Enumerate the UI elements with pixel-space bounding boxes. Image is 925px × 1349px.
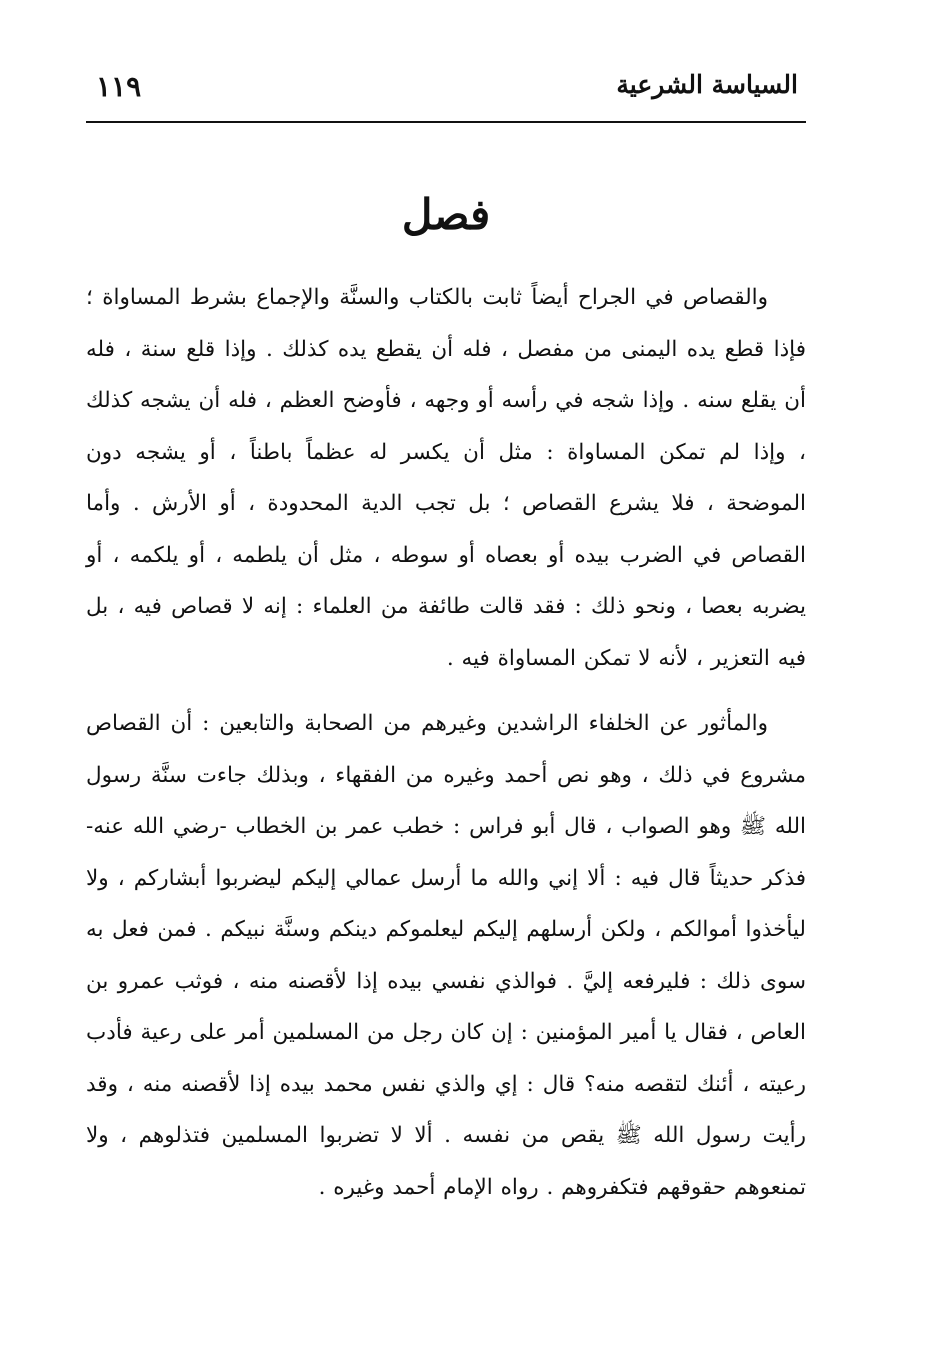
paragraph-athar-caliphs: والمأثور عن الخلفاء الراشدين وغيرهم من الصحابة والتابعين : أن القصاص مشروع في ذلك ، وهو نص أحمد وغيره من الفقهاء ، وبذلك جاءت سنَّة رسول الله ﷺ وهو الصواب ، قال أبو فراس : خطب عمر بن الخطاب -رضي الله عنه- فذكر حديثاً قال فيه : ألا إني والله ما أرسل عمالي إليكم ليضربوا أبشاركم ، ولا ليأخذوا أموالكم ، ولكن أرسلهم إليكم ليعلموكم دينكم وسنَّة نبيكم . فمن فعل به سوى ذلك : فليرفعه إليَّ . فوالذي نفسي بيده إذا لأقصنه منه ، فوثب عمرو بن العاص ، فقال يا أمير المؤمنين : إن كان رجل من المسلمين أمر على رعية فأدب رعيته ، أئنك لتقصه منه؟ قال : إي والذي نفس محمد بيده إذا لأقصنه منه ، وقد رأيت رسول الله ﷺ يقص من نفسه . ألا لا تضربوا المسلمين فتذلوهم ، ولا تمنعوهم حقوقهم فتكفروهم . رواه الإمام أحمد وغيره . [86,711,806,1200]
paragraph-qisas-wounds: والقصاص في الجراح أيضاً ثابت بالكتاب والسنَّة والإجماع بشرط المساواة ؛ فإذا قطع يده اليمنى من مفصل ، فله أن يقطع يده كذلك . وإذا قلع سنة ، فله أن يقلع سنه . وإذا شجه في رأسه أو وجهه ، فأوضح العظم ، فله أن يشجه كذلك ، وإذا لم تمكن المساواة : مثل أن يكسر له عظماً باطناً ، أو يشجه دون الموضحة ، فلا يشرع القصاص ؛ بل تجب الدية المحدودة ، أو الأرش . وأما القصاص في الضرب بيده أو بعصاه أو سوطه ، مثل أن يلطمه ، أو يلكمه ، أو يضربه بعصا ، ونحو ذلك : فقد قالت طائفة من العلماء : إنه لا قصاص فيه ، بل فيه التعزير ، لأنه لا تمكن المساواة فيه . [86,285,806,671]
section-title: فصل [401,190,491,239]
header-divider [86,121,806,123]
book-page [86,0,806,1349]
running-title: السياسة الشرعية [616,70,798,99]
body-text [86,272,806,1213]
page-header [86,70,806,110]
page-number: ١١٩ [96,70,142,103]
